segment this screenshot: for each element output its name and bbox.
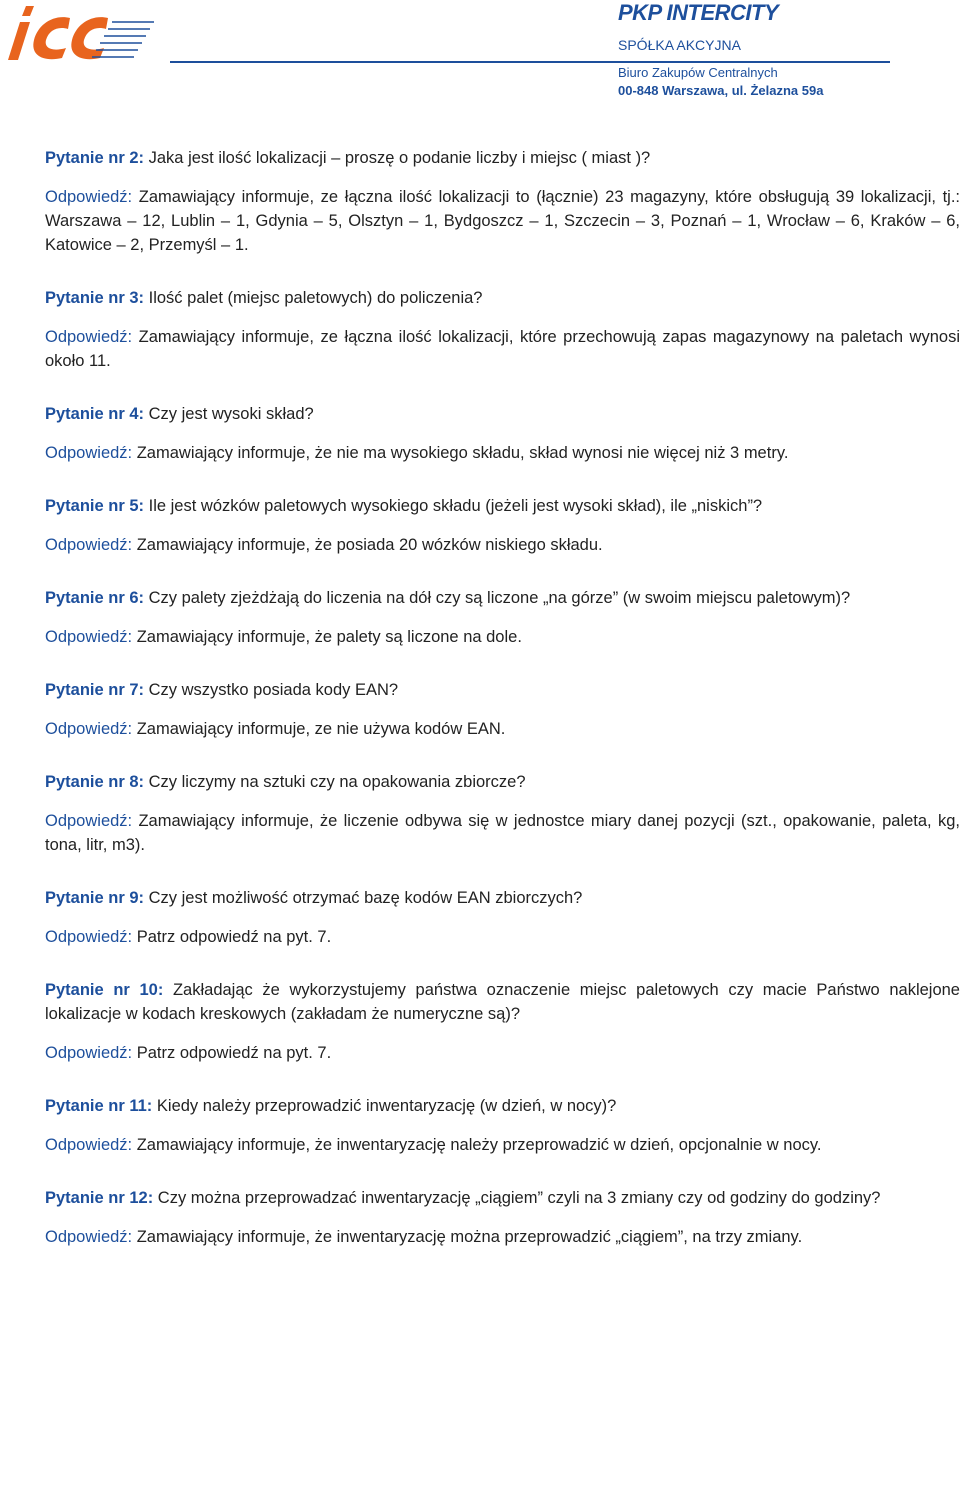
answer-text: Zamawiający informuje, że inwentaryzację można przeprowadzić „ciągiem”, na trzy zmiany. [132,1228,803,1246]
answer-text: Zamawiający informuje, że liczenie odbywa się w jednostce miary danej pozycji (szt., opakowanie, paleta, kg, tona, litr, m3). [45,812,960,854]
office-address: 00-848 Warszawa, ul. Żelazna 59a [618,83,824,98]
qa-item [45,1094,960,1157]
answer-text: Zamawiający informuje, że inwentaryzację należy przeprowadzić w dzień, opcjonalnie w nocy. [132,1136,822,1154]
answer [45,625,960,649]
qa-item [45,678,960,741]
answer [45,717,960,741]
question [45,286,960,310]
letterhead [0,0,960,110]
question-text: Zakładając że wykorzystujemy państwa oznaczenie miejsc paletowych czy macie Państwo naklejone lokalizacje w kodach kreskowych (zakładam że numeryczne są)? [45,981,960,1023]
question-label: Pytanie nr 3: [45,289,145,307]
company-legal-form: SPÓŁKA AKCYJNA [618,37,741,53]
question-label: Pytanie nr 8: [45,773,145,791]
answer [45,1133,960,1157]
question-label: Pytanie nr 10: [45,981,164,999]
answer [45,185,960,257]
question-label: Pytanie nr 12: [45,1189,154,1207]
question-text: Kiedy należy przeprowadzić inwentaryzację (w dzień, w nocy)? [152,1097,617,1115]
question-text: Czy można przeprowadzać inwentaryzację „ciągiem” czyli na 3 zmiany czy od godziny do godziny? [153,1189,881,1207]
question-label: Pytanie nr 2: [45,149,145,167]
answer [45,1041,960,1065]
question-label: Pytanie nr 7: [45,681,145,699]
question-label: Pytanie nr 11: [45,1097,153,1115]
answer-text: Zamawiający informuje, ze łączna ilość lokalizacji, które przechowują zapas magazynowy na paletach wynosi około 11. [45,328,960,370]
answer-label: Odpowiedź: [45,720,133,738]
question [45,402,960,426]
question-text: Czy liczymy na sztuki czy na opakowania zbiorcze? [144,773,526,791]
answer [45,925,960,949]
answer-label: Odpowiedź: [45,536,133,554]
question-text: Ile jest wózków paletowych wysokiego składu (jeżeli jest wysoki skład), ile „niskich”? [144,497,763,515]
question-label: Pytanie nr 4: [45,405,145,423]
question-text: Jaka jest ilość lokalizacji – proszę o podanie liczby i miejsc ( miast )? [144,149,651,167]
question-text: Czy jest możliwość otrzymać bazę kodów EAN zbiorczych? [144,889,583,907]
qa-item [45,286,960,373]
question-text: Ilość palet (miejsc paletowych) do policzenia? [144,289,483,307]
question [45,770,960,794]
question-label: Pytanie nr 9: [45,889,145,907]
header-rule [170,61,890,63]
answer [45,809,960,857]
question [45,978,960,1026]
qa-item [45,1186,960,1249]
answer-text: Zamawiający informuje, że palety są liczone na dole. [132,628,522,646]
answer-text: Zamawiający informuje, ze łączna ilość lokalizacji to (łącznie) 23 magazyny, które obsługują 39 lokalizacji, tj.: Warszawa – 12, Lublin – 1, Gdynia – 5, Olsztyn – 1, Bydgoszcz – 1, Szczecin – 3, Poznań – 1, Wrocław – 6, Kraków – 6, Katowice – 2, Przemyśl – 1. [45,188,960,254]
answer-text: Zamawiający informuje, ze nie używa kodów EAN. [132,720,506,738]
question [45,586,960,610]
answer-label: Odpowiedź: [45,628,133,646]
answer [45,325,960,373]
question-text: Czy wszystko posiada kody EAN? [144,681,399,699]
question-label: Pytanie nr 5: [45,497,145,515]
question [45,886,960,910]
answer-text: Patrz odpowiedź na pyt. 7. [132,1044,332,1062]
qa-item [45,770,960,857]
answer [45,533,960,557]
qa-item [45,886,960,949]
question [45,678,960,702]
question-label: Pytanie nr 6: [45,589,145,607]
answer-text: Patrz odpowiedź na pyt. 7. [132,928,332,946]
qa-item [45,146,960,257]
answer-text: Zamawiający informuje, że posiada 20 wózków niskiego składu. [132,536,603,554]
answer-text: Zamawiający informuje, że nie ma wysokiego składu, skład wynosi nie więcej niż 3 metry. [132,444,789,462]
question [45,146,960,170]
answer-label: Odpowiedź: [45,928,133,946]
answer-label: Odpowiedź: [45,1044,133,1062]
qa-item [45,402,960,465]
qa-item [45,494,960,557]
question-text: Czy jest wysoki skład? [144,405,314,423]
qa-item [45,978,960,1065]
qa-item [45,586,960,649]
answer [45,441,960,465]
question [45,1094,960,1118]
answer-label: Odpowiedź: [45,812,133,830]
qa-list [45,146,960,1278]
office-name: Biuro Zakupów Centralnych [618,65,778,80]
company-brand: PKP INTERCITY [618,0,779,25]
answer-label: Odpowiedź: [45,444,133,462]
question [45,1186,960,1210]
answer-label: Odpowiedź: [45,188,133,206]
question-text: Czy palety zjeżdżają do liczenia na dół czy są liczone „na górze” (w swoim miejscu paletowym)? [144,589,851,607]
answer-label: Odpowiedź: [45,1136,133,1154]
question [45,494,960,518]
answer [45,1225,960,1249]
answer-label: Odpowiedź: [45,1228,133,1246]
ic-logo-icon [4,2,164,64]
answer-label: Odpowiedź: [45,328,133,346]
